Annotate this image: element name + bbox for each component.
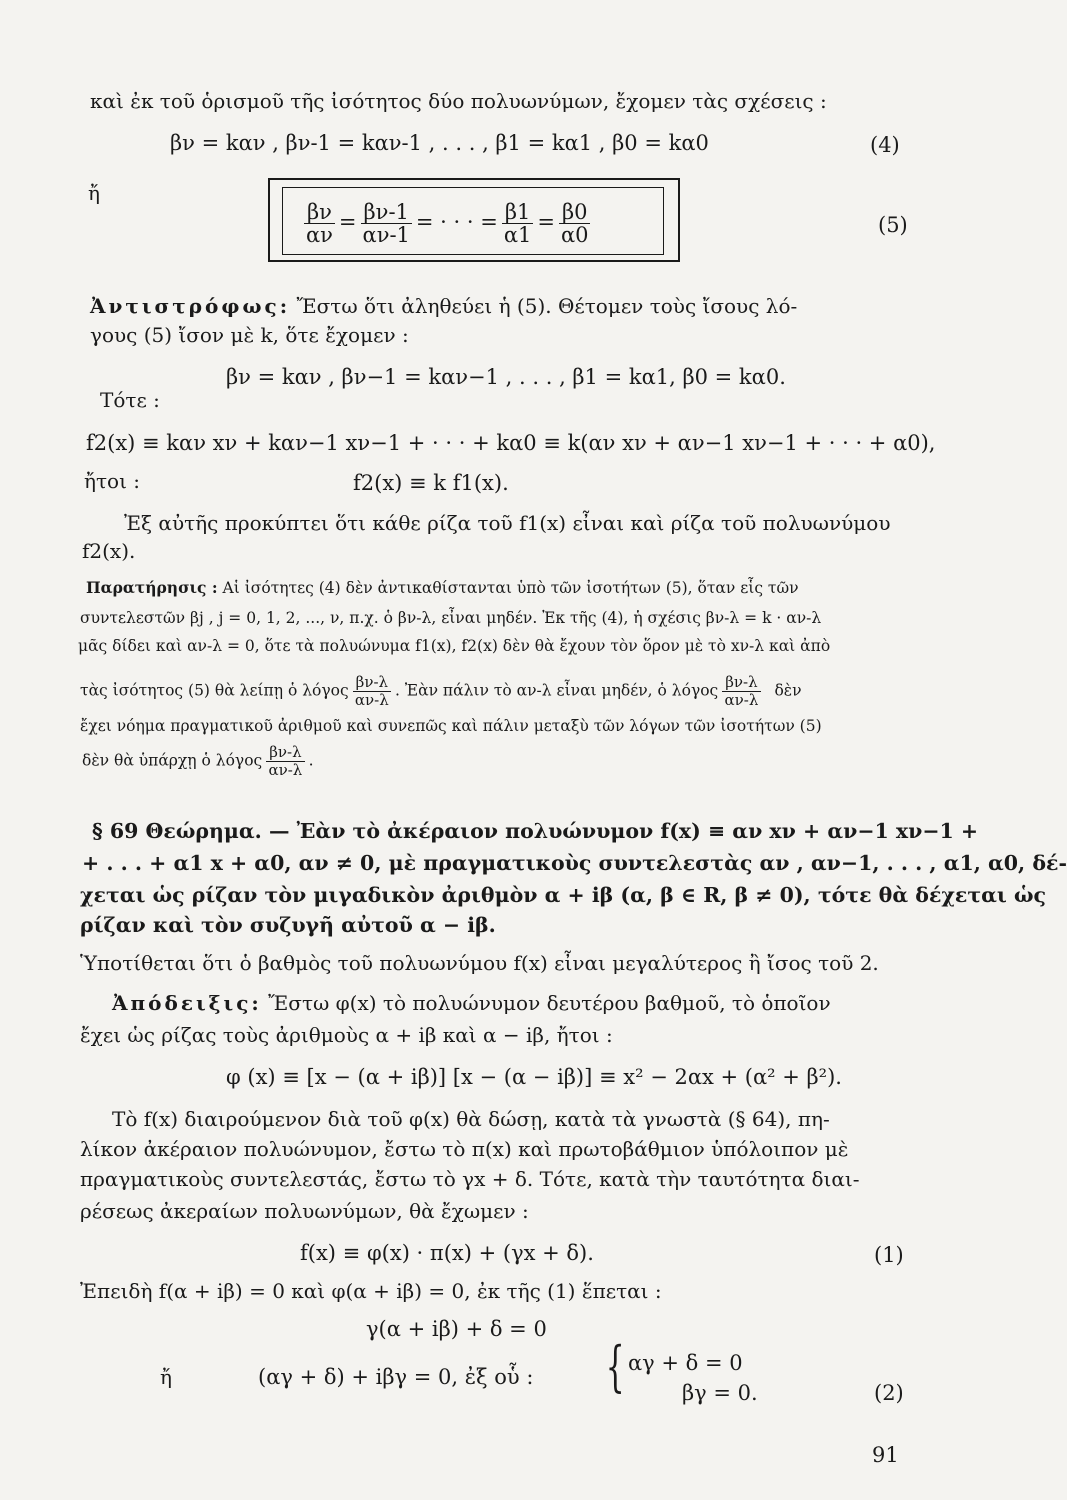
text-line: Ἀντιστρόφως: Ἔστω ὅτι ἀληθεύει ἡ (5). Θέτομεν τοὺς ἴσους λό- [90,294,798,318]
text-line: Τὸ f(x) διαιρούμενον διὰ τοῦ φ(x) θὰ δώσῃ, κατὰ τὰ γνωστὰ (§ 64), πη- [112,1107,830,1131]
text-line: καὶ ἐκ τοῦ ὁρισμοῦ τῆς ἰσότητος δύο πολυωνύμων, ἔχομεν τὰς σχέσεις : [90,89,827,113]
fraction: $\frac{\beta\nu-\lambda}{\alpha\nu-\lambda}$ [722,674,760,709]
fraction: $\frac{\beta 1}{\alpha 1}$ [503,200,532,247]
or-word: ἤ [88,181,100,205]
text-line: Τότε : [100,388,160,412]
note-line: μᾶς δίδει καὶ αν-λ = 0, ὅτε τὰ πολυώνυμα f1(x), f2(x) δὲν θὰ ἔχουν τὸν ὅρον μὲ τὸ xν-λ καὶ ἀπὸ [78,637,831,655]
or-word: ἤ [160,1365,172,1389]
equation-beta: βν = kαν , βν−1 = kαν−1 , . . . , β1 = kα1, β0 = kα0. [226,365,786,389]
theorem-title: § 69 Θεώρημα. [92,819,262,843]
note-line: δὲν θὰ ὑπάρχῃ ὁ λόγος $\frac{\beta\nu-\lambda}{\alpha\nu-\lambda}$ . [82,743,314,779]
system-equation: βγ = 0. [682,1381,758,1405]
text-line: πραγματικοὺς συντελεστάς, ἔστω τὸ γx + δ. Τότε, κατὰ τὴν ταυτότητα διαι- [80,1167,860,1191]
equation-4: βν = kαν , βν-1 = kαν-1 , . . . , β1 = kα1 , β0 = kα0 [170,131,709,155]
note-line: συντελεστῶν βj , j = 0, 1, 2, ..., ν, π.χ. ὁ βν-λ, εἶναι μηδέν. Ἐκ τῆς (4), ἡ σχέσις βν-λ = k · αν-λ [80,609,822,627]
fraction: $\frac{\beta\nu-\lambda}{\alpha\nu-\lambda}$ [266,744,304,779]
system-equation: αγ + δ = 0 [628,1351,743,1375]
equation-f2-k-f1: f2(x) ≡ k f1(x). [353,471,509,495]
equation-number-2: (2) [874,1381,904,1405]
text-line: ἤτοι : [84,469,141,493]
note-line: τὰς ἰσότητος (5) θὰ λείπῃ ὁ λόγος $\frac{\beta\nu-\lambda}{\alpha\nu-\lambda}$ . Ἐὰν πάλιν τὸ αν-λ εἶναι μηδέν, ὁ λόγος $\frac{\beta\nu-\lambda}{\alpha\nu-\lambda}$ δὲν [80,673,802,709]
equation-number-1: (1) [874,1243,904,1267]
text-line: Ὑποτίθεται ὅτι ὁ βαθμὸς τοῦ πολυωνύμου f(x) εἶναι μεγαλύτερος ἢ ἴσος τοῦ 2. [80,951,879,975]
text-line: λίκον ἀκέραιον πολυώνυμον, ἔστω τὸ π(x) καὶ πρωτοβάθμιον ὑπόλοιπον μὲ [80,1137,849,1161]
fraction: $\frac{\beta\nu-\lambda}{\alpha\nu-\lambda}$ [353,674,391,709]
theorem-line: § 69 Θεώρημα. — Ἐὰν τὸ ἀκέραιον πολυώνυμον f(x) ≡ αν xν + αν−1 xν−1 + [92,819,979,843]
fraction: $\frac{\beta\nu}{\alpha\nu}$ [305,200,333,247]
text-line: Ἐξ αὐτῆς προκύπτει ὅτι κάθε ρίζα τοῦ f1(x) εἶναι καὶ ρίζα τοῦ πολυωνύμου [124,511,891,535]
text-line: Ἐπειδὴ f(α + iβ) = 0 καὶ φ(α + iβ) = 0, ἐκ τῆς (1) ἕπεται : [80,1279,662,1303]
equation-f2: f2(x) ≡ kαν xν + kαν−1 xν−1 + · · · + kα0 ≡ k(αν xν + αν−1 xν−1 + · · · + α0), [86,431,936,455]
section-head-proof: Ἀπόδειξις: [112,991,262,1015]
theorem-line: χεται ὡς ρίζαν τὸν μιγαδικὸν ἀριθμὸν α + iβ (α, β ∈ R, β ≠ 0), τότε θὰ δέχεται ὡς [80,883,1046,907]
section-head-antistrofos: Ἀντιστρόφως: [90,294,291,318]
note-head: Παρατήρησις : [86,578,218,597]
theorem-line: + . . . + α1 x + α0, αν ≠ 0, μὲ πραγματικοὺς συντελεστὰς αν , αν−1, . . . , α1, α0, δέ- [82,851,1067,875]
text-line: ἔχει ὡς ρίζας τοὺς ἀριθμοὺς α + iβ καὶ α − iβ, ἤτοι : [80,1023,613,1047]
equation-number-4: (4) [870,133,900,157]
text-line: ρέσεως ἀκεραίων πολυωνύμων, θὰ ἔχωμεν : [80,1199,529,1223]
fraction: $\frac{\beta 0}{\alpha 0}$ [560,200,589,247]
note-line: ἔχει νόημα πραγματικοῦ ἀριθμοῦ καὶ συνεπῶς καὶ πάλιν μεταξὺ τῶν λόγων τῶν ἰσοτήτων (5) [80,717,822,735]
theorem-line: ρίζαν καὶ τὸν συζυγῆ αὐτοῦ α − iβ. [80,913,496,937]
text-line: f2(x). [82,539,136,563]
text-line: γους (5) ἴσον μὲ k, ὅτε ἔχομεν : [90,323,409,347]
page-number: 91 [872,1443,899,1467]
equation-5: $\frac{\beta\nu}{\alpha\nu}$ = $\frac{\beta\nu-1}{\alpha\nu-1}$ = · · · = $\frac{\beta 1}{\alpha 1}$ = $\frac{\beta 0}{\alpha 0}$ [305,200,589,247]
fraction: $\frac{\beta\nu-1}{\alpha\nu-1}$ [362,200,410,247]
equation-gamma-2: (αγ + δ) + iβγ = 0, ἐξ οὗ : [258,1365,534,1389]
note-line: Παρατήρησις : Αἱ ἰσότητες (4) δὲν ἀντικαθίστανται ὑπὸ τῶν ἰσοτήτων (5), ὅταν εἷς τῶν [86,578,799,597]
text-line: Ἀπόδειξις: Ἔστω φ(x) τὸ πολυώνυμον δευτέρου βαθμοῦ, τὸ ὁποῖον [112,991,831,1015]
equation-gamma: γ(α + iβ) + δ = 0 [366,1317,547,1341]
equation-number-5: (5) [878,213,908,237]
equation-1: f(x) ≡ φ(x) · π(x) + (γx + δ). [300,1241,594,1265]
brace-icon: { [605,1335,625,1398]
equation-phi: φ (x) ≡ [x − (α + iβ)] [x − (α − iβ)] ≡ x² − 2αx + (α² + β²). [226,1065,842,1089]
